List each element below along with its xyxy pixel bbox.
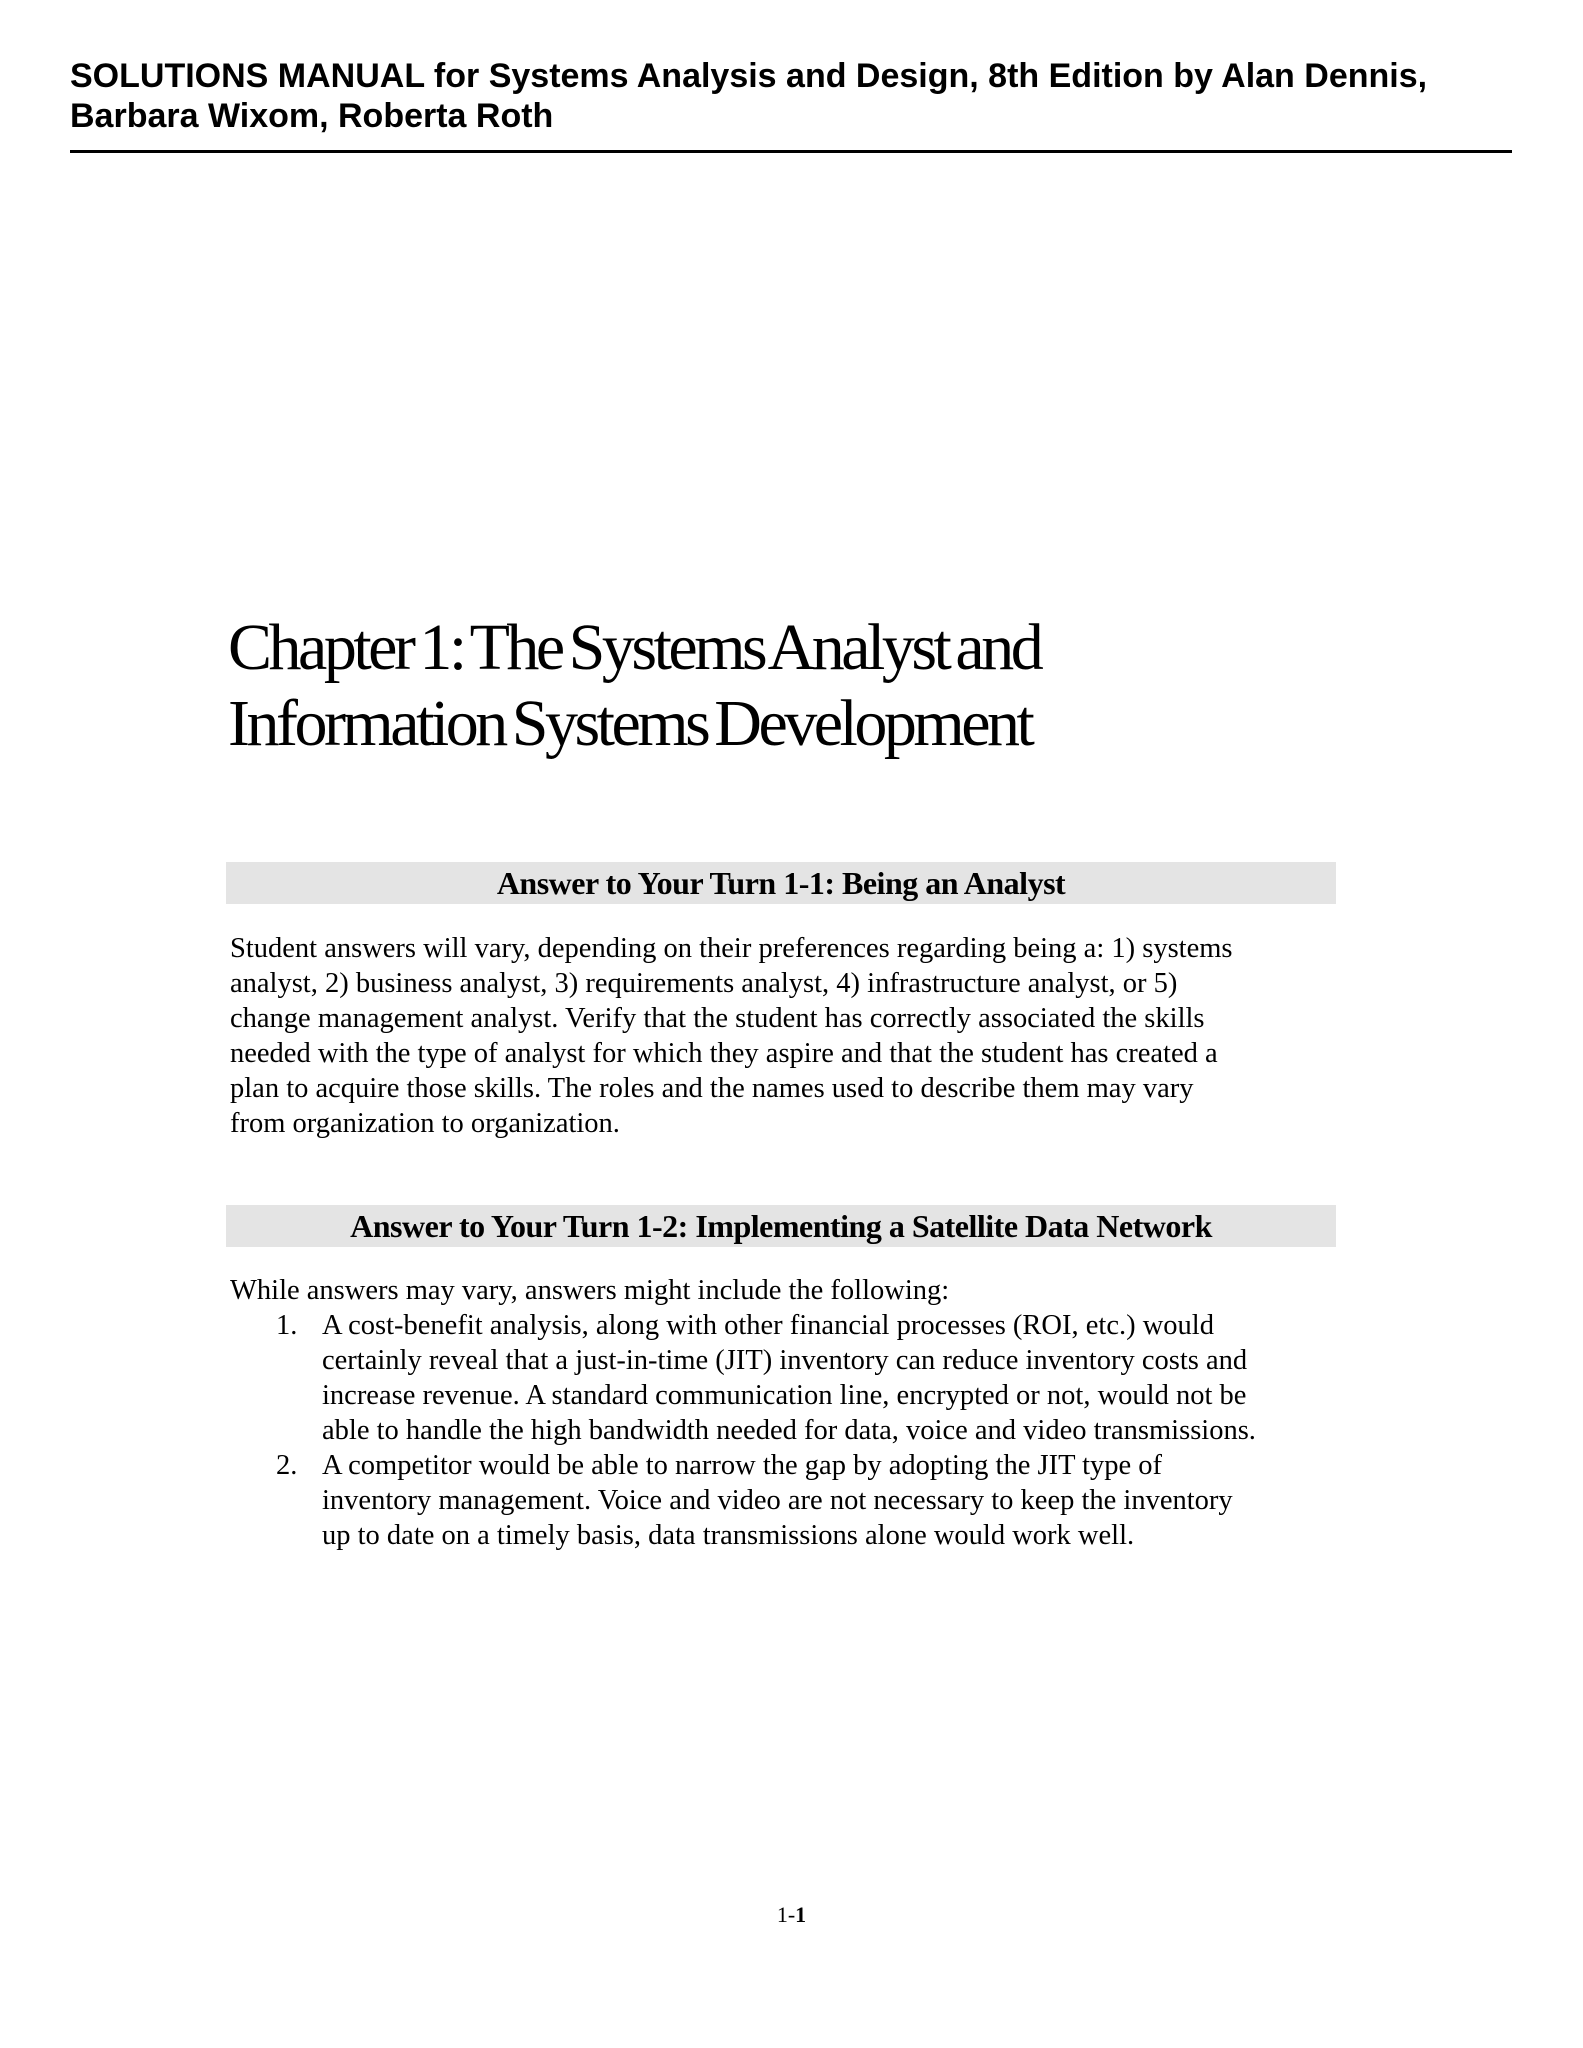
- list-item-line: A competitor would be able to narrow the gap by adopting the JIT type of: [322, 1450, 1163, 1481]
- intro-line: While answers may vary, answers might include the following:: [230, 1275, 950, 1306]
- list-item-line: A cost-benefit analysis, along with other financial processes (ROI, etc.) would: [322, 1310, 1214, 1341]
- section-1-paragraph: [230, 931, 1340, 1141]
- page-number-value: 1: [795, 1902, 807, 1927]
- section-2-intro: [230, 1273, 1340, 1308]
- chapter-title-line-1: Chapter 1: The Systems Analyst and: [228, 611, 1041, 684]
- list-item: [230, 1448, 1340, 1553]
- paragraph-line: change management analyst. Verify that the student has correctly associated the skills: [230, 1003, 1205, 1034]
- section-2-numbered-list: [230, 1308, 1340, 1553]
- page-number: [0, 1902, 1583, 1928]
- list-item-number: 1.: [276, 1310, 298, 1341]
- header-divider: [70, 150, 1512, 153]
- list-item: [230, 1308, 1340, 1448]
- list-item-line: certainly reveal that a just-in-time (JIT) inventory can reduce inventory costs and: [322, 1345, 1248, 1376]
- list-item-line: up to date on a timely basis, data transmissions alone would work well.: [322, 1520, 1135, 1551]
- paragraph-line: plan to acquire those skills. The roles and the names used to describe them may vary: [230, 1073, 1194, 1104]
- page-number-prefix: 1-: [776, 1902, 796, 1927]
- paragraph-line: Student answers will vary, depending on their preferences regarding being a: 1) systems: [230, 933, 1233, 964]
- document-header: [70, 56, 1510, 136]
- section-heading-your-turn-1-1: Answer to Your Turn 1-1: Being an Analyst: [226, 862, 1336, 904]
- header-line-2: Barbara Wixom, Roberta Roth: [70, 97, 554, 135]
- chapter-title-line-2: Information Systems Development: [228, 687, 1032, 760]
- paragraph-line: needed with the type of analyst for which they aspire and that the student has created a: [230, 1038, 1218, 1069]
- list-item-line: inventory management. Voice and video are not necessary to keep the inventory: [322, 1485, 1233, 1516]
- header-line-1: SOLUTIONS MANUAL for Systems Analysis and Design, 8th Edition by Alan Dennis,: [70, 57, 1428, 95]
- chapter-title: [228, 610, 1378, 762]
- list-item-line: increase revenue. A standard communication line, encrypted or not, would not be: [322, 1380, 1247, 1411]
- section-heading-your-turn-1-2: Answer to Your Turn 1-2: Implementing a Satellite Data Network: [226, 1205, 1336, 1247]
- paragraph-line: analyst, 2) business analyst, 3) requirements analyst, 4) infrastructure analyst, or 5): [230, 968, 1178, 999]
- list-item-line: able to handle the high bandwidth needed for data, voice and video transmissions.: [322, 1415, 1256, 1446]
- list-item-number: 2.: [276, 1450, 298, 1481]
- paragraph-line: from organization to organization.: [230, 1108, 620, 1139]
